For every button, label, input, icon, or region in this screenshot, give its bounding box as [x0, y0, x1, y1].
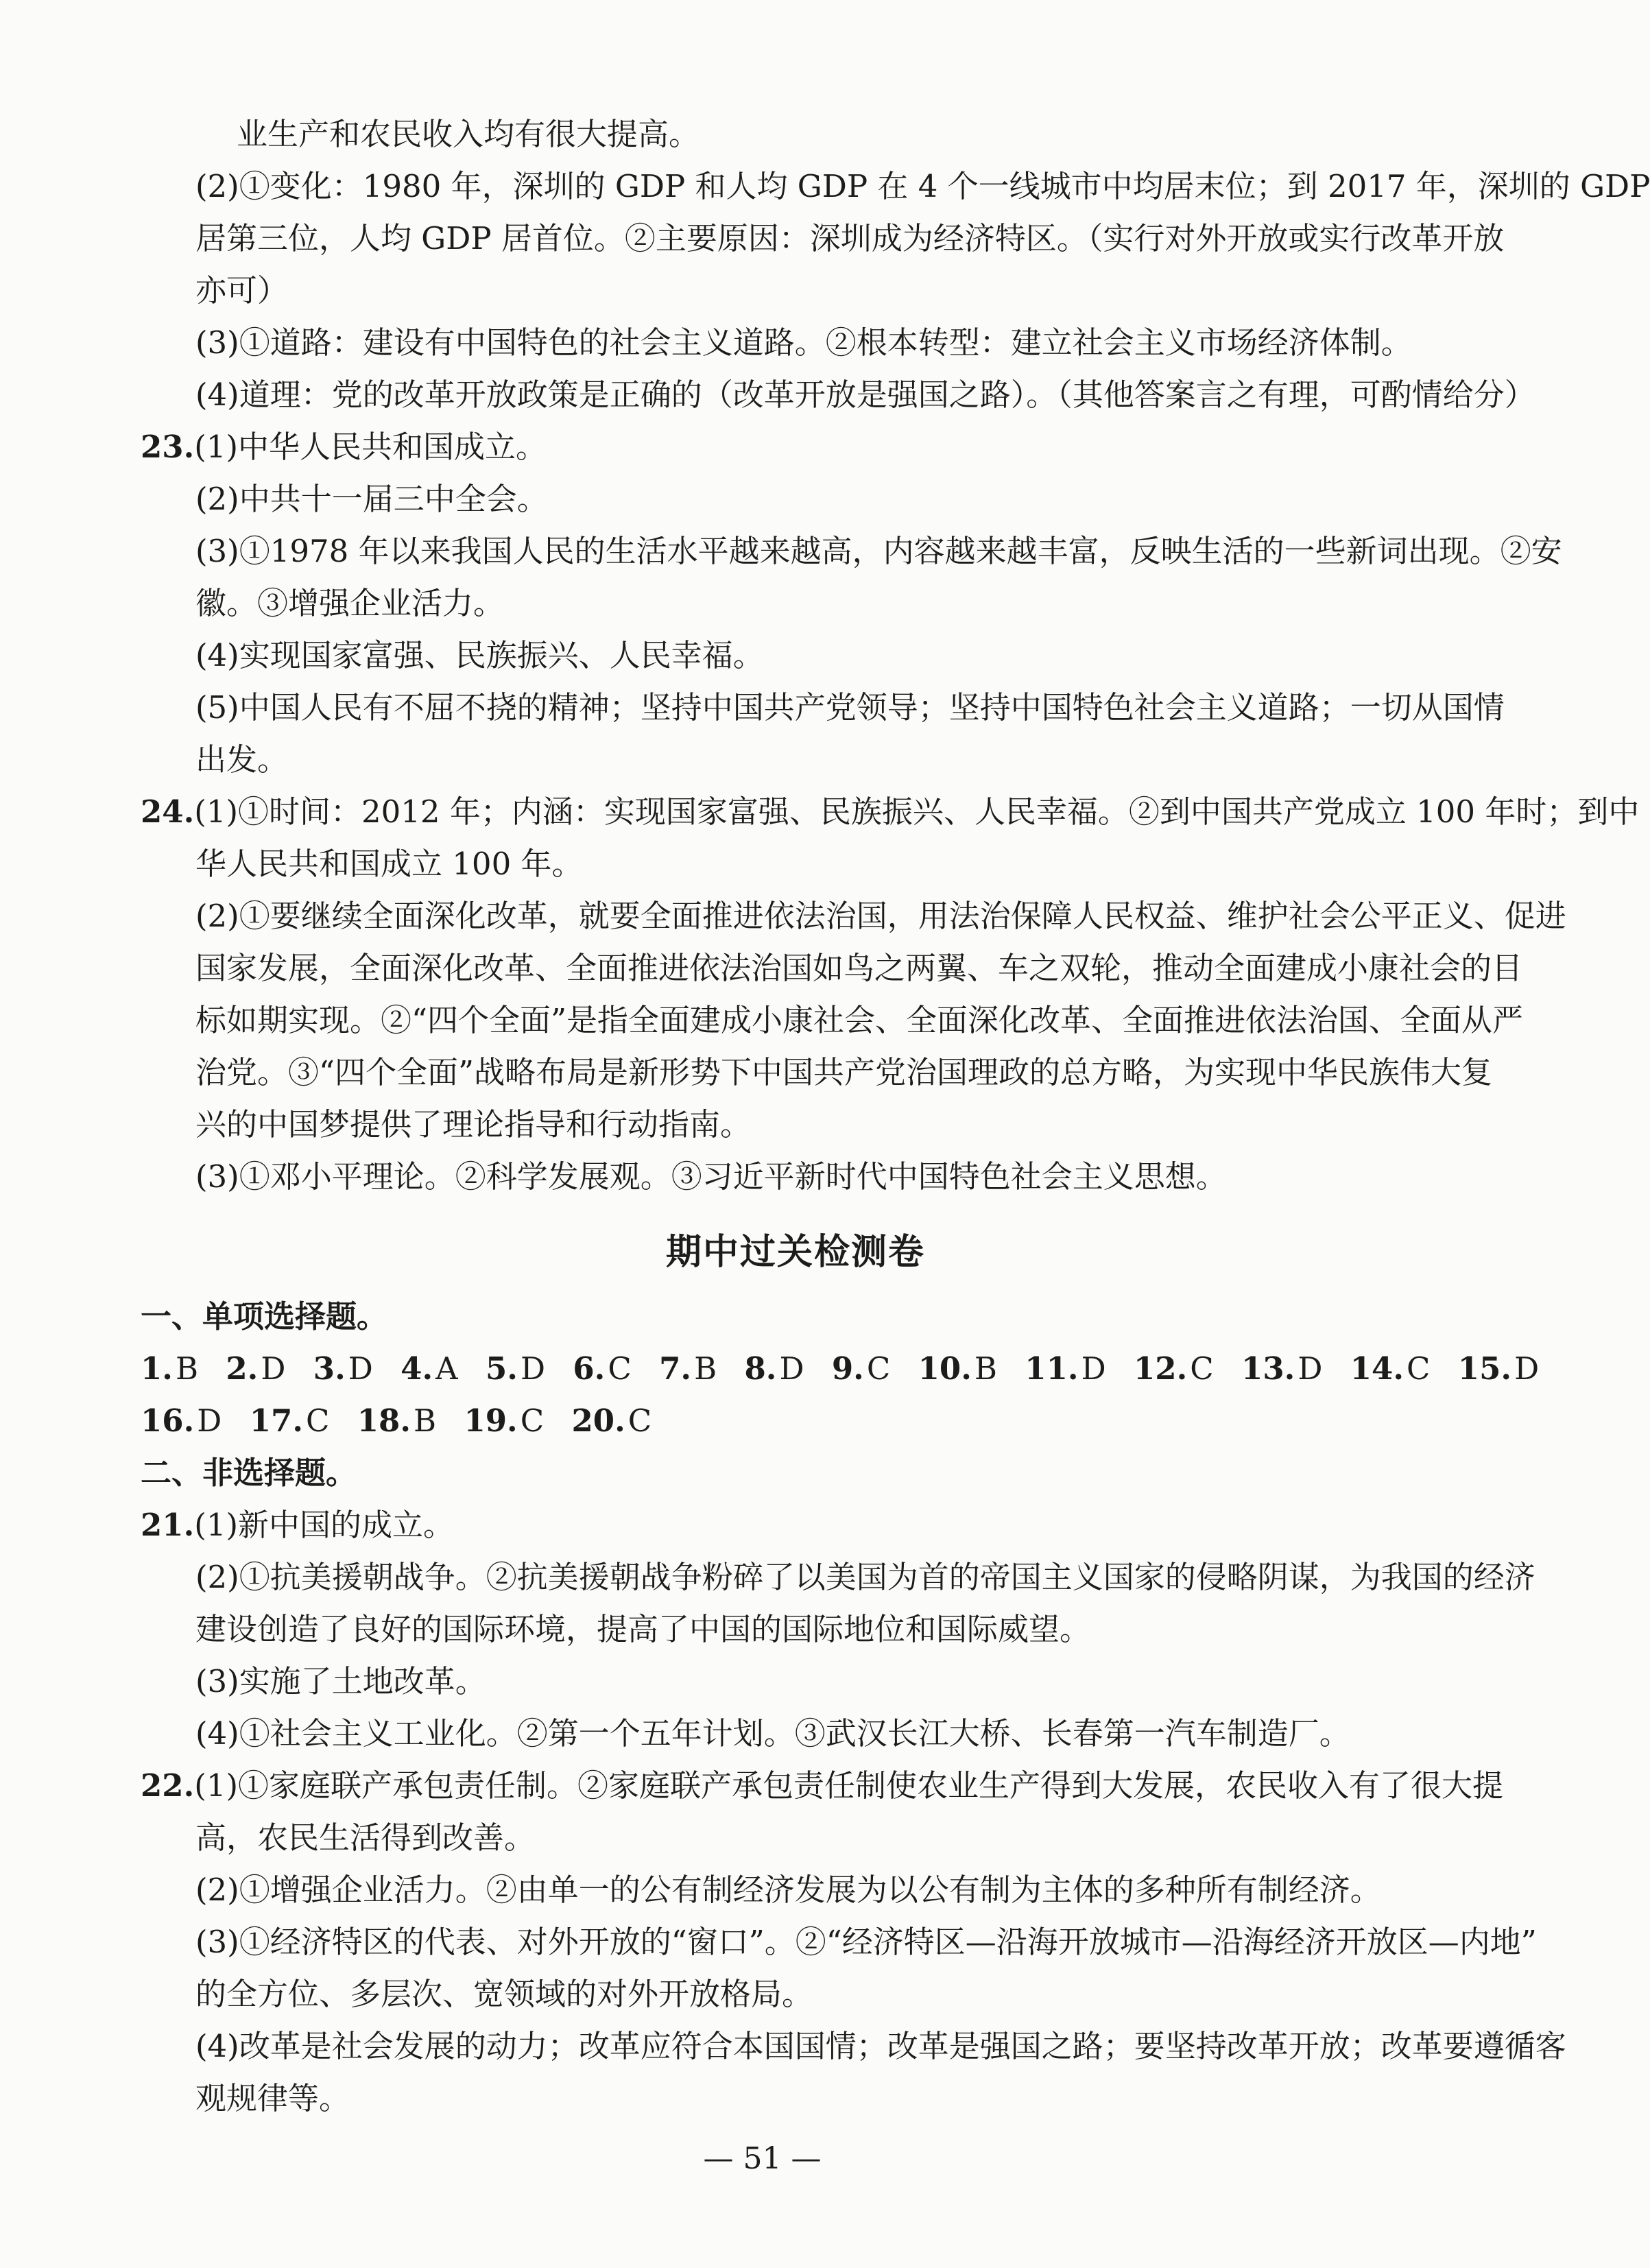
- page-number: — 51 —: [703, 2141, 822, 2176]
- text-line: (2)①要继续全面深化改革，就要全面推进依法治国，用法治保障人民权益、维护社会公平正义、促进: [195, 898, 1566, 934]
- text-line: 兴的中国梦提供了理论指导和行动指南。: [195, 1106, 752, 1143]
- answer-item: 2.D: [226, 1350, 286, 1387]
- question-22-continued: [141, 108, 1650, 421]
- text-line: 出发。: [195, 741, 289, 778]
- text-line: (4)道理：党的改革开放政策是正确的（改革开放是强国之路）。（其他答案言之有理，可酌情给分）: [195, 377, 1535, 413]
- text-line: 徽。③增强企业活力。: [195, 585, 505, 621]
- text-line: (2)中共十一届三中全会。: [195, 481, 548, 517]
- answer-item: 15.D: [1457, 1350, 1540, 1387]
- answer-item: 14.C: [1350, 1350, 1431, 1387]
- page-content: [141, 108, 1650, 2125]
- answer-row-2: [141, 1395, 1450, 1447]
- text-line: (1)①家庭联产承包责任制。②家庭联产承包责任制使农业生产得到大发展，农民收入有了很大提: [194, 1767, 1504, 1804]
- text-line: 治党。③“四个全面”战略布局是新形势下中国共产党治国理政的总方略，为实现中华民族伟大复: [195, 1054, 1493, 1090]
- answer-item: 19.C: [464, 1402, 545, 1439]
- question-number: 22.: [141, 1767, 195, 1804]
- text-line: (2)①抗美援朝战争。②抗美援朝战争粉碎了以美国为首的帝国主义国家的侵略阴谋，为我国的经济: [195, 1559, 1535, 1595]
- answer-item: 5.D: [485, 1350, 546, 1387]
- text-line: (3)①经济特区的代表、对外开放的“窗口”。②“经济特区—沿海开放城市—沿海经济开放区—内地”: [195, 1924, 1537, 1960]
- question-23: [141, 421, 1562, 786]
- exam-title: 期中过关检测卷: [665, 1231, 925, 1273]
- text-line: (4)①社会主义工业化。②第一个五年计划。③武汉长江大桥、长春第一汽车制造厂。: [195, 1715, 1350, 1752]
- text-line: (1)中华人民共和国成立。: [194, 429, 547, 465]
- text-line: (3)①道路：建设有中国特色的社会主义道路。②根本转型：建立社会主义市场经济体制。: [195, 324, 1412, 361]
- answer-item: 4.A: [400, 1350, 458, 1387]
- answer-item: 10.B: [918, 1350, 997, 1387]
- text-line: 观规律等。: [195, 2080, 350, 2116]
- question-number: 23.: [141, 429, 195, 465]
- question-number: 21.: [141, 1507, 195, 1543]
- text-line: 业生产和农民收入均有很大提高。: [237, 116, 700, 152]
- text-line: (2)①增强企业活力。②由单一的公有制经济发展为以公有制为主体的多种所有制经济。: [195, 1872, 1381, 1908]
- text-line: 的全方位、多层次、宽领域的对外开放格局。: [195, 1976, 813, 2012]
- text-line: (3)①邓小平理论。②科学发展观。③习近平新时代中国特色社会主义思想。: [195, 1158, 1227, 1195]
- answer-item: 16.D: [141, 1402, 222, 1439]
- text-line: (3)实施了土地改革。: [195, 1663, 486, 1699]
- answer-item: 20.C: [571, 1402, 652, 1439]
- question-21: [141, 1499, 1535, 1760]
- answer-item: 8.D: [744, 1350, 804, 1387]
- text-line: (1)新中国的成立。: [194, 1507, 455, 1543]
- question-24: [141, 786, 1640, 1203]
- section-heading-nonchoice: 二、非选择题。: [141, 1455, 357, 1491]
- section-heading-choice: 一、单项选择题。: [141, 1298, 388, 1335]
- answer-row-1: [141, 1343, 1540, 1395]
- text-line: 高，农民生活得到改善。: [195, 1819, 536, 1856]
- text-line: (2)①变化：1980 年，深圳的 GDP 和人均 GDP 在 4 个一线城市中均居末位；到 2017 年，深圳的 GDP: [195, 168, 1650, 204]
- answer-item: 7.B: [659, 1350, 717, 1387]
- text-line: 华人民共和国成立 100 年。: [195, 846, 583, 882]
- question-number: 24.: [141, 793, 195, 830]
- answer-item: 1.B: [141, 1350, 199, 1387]
- text-line: (1)①时间：2012 年；内涵：实现国家富强、民族振兴、人民幸福。②到中国共产党成立 100 年时；到中: [194, 793, 1640, 830]
- text-line: 居第三位，人均 GDP 居首位。②主要原因：深圳成为经济特区。（实行对外开放或实行改革开放: [195, 220, 1505, 256]
- answer-item: 13.D: [1241, 1350, 1323, 1387]
- text-line: (4)改革是社会发展的动力；改革应符合本国国情；改革是强国之路；要坚持改革开放；改革要遵循客: [195, 2028, 1566, 2064]
- text-line: (5)中国人民有不屈不挠的精神；坚持中国共产党领导；坚持中国特色社会主义道路；一切从国情: [195, 689, 1505, 726]
- text-line: (4)实现国家富强、民族振兴、人民幸福。: [195, 637, 764, 673]
- answer-item: 12.C: [1133, 1350, 1214, 1387]
- answer-item: 11.D: [1025, 1350, 1106, 1387]
- text-line: (3)①1978 年以来我国人民的生活水平越来越高，内容越来越丰富，反映生活的一些新词出现。②安: [195, 533, 1562, 569]
- question-22: [141, 1760, 1566, 2125]
- answer-item: 18.B: [357, 1402, 437, 1439]
- text-line: 建设创造了良好的国际环境，提高了中国的国际地位和国际威望。: [195, 1611, 1091, 1647]
- text-line: 标如期实现。②“四个全面”是指全面建成小康社会、全面深化改革、全面推进依法治国、全面从严: [195, 1002, 1524, 1038]
- answer-item: 3.D: [313, 1350, 373, 1387]
- text-line: 亦可）: [195, 272, 289, 309]
- answer-item: 17.C: [249, 1402, 330, 1439]
- answer-item: 9.C: [831, 1350, 891, 1387]
- text-line: 国家发展，全面深化改革、全面推进依法治国如鸟之两翼、车之双轮，推动全面建成小康社会的目: [195, 950, 1523, 986]
- answer-item: 6.C: [573, 1350, 632, 1387]
